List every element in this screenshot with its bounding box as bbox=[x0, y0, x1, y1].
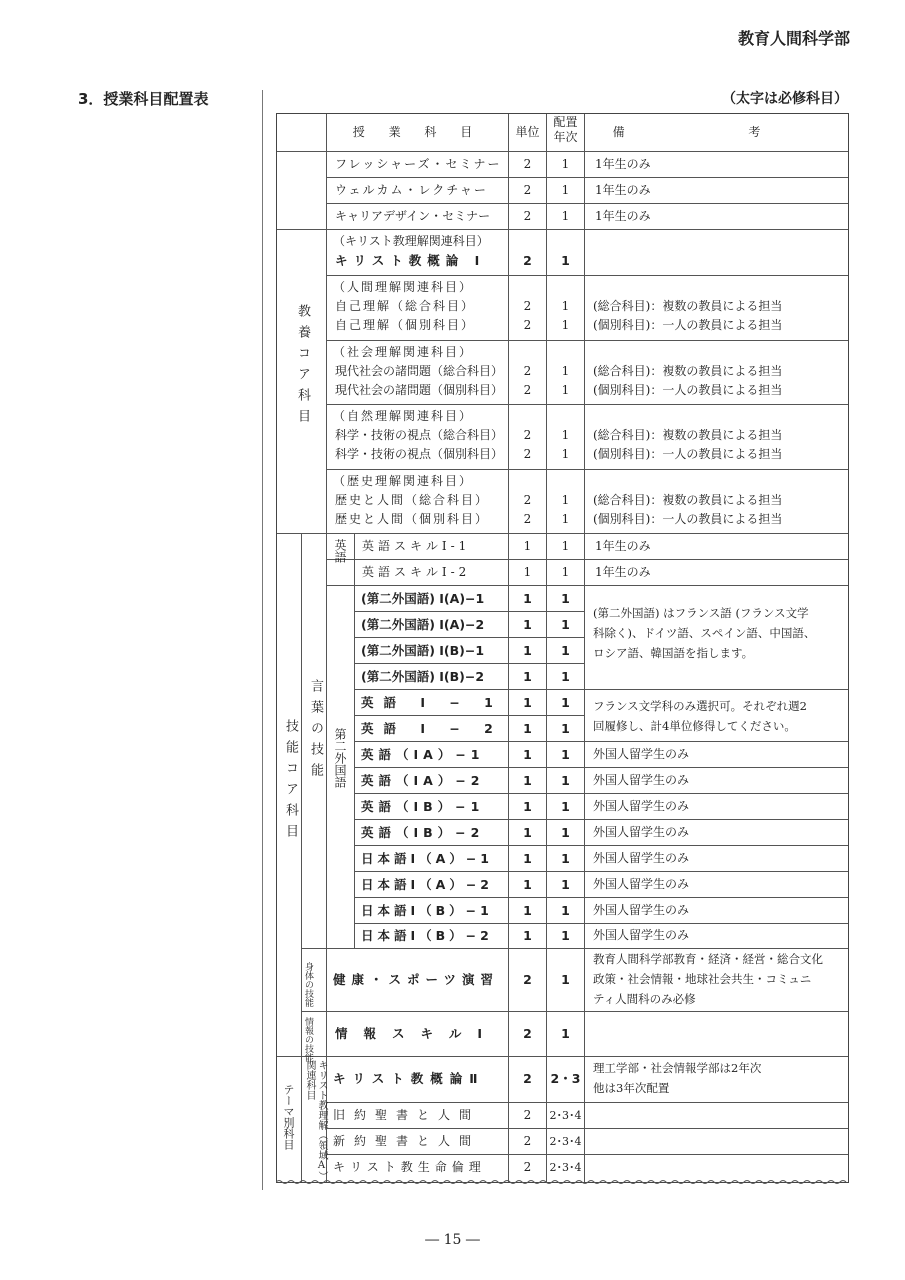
year: 1 bbox=[561, 695, 570, 710]
subject-nihongo: 日本語Ⅰ（B）−2 bbox=[361, 928, 493, 943]
subject-daini: (第二外国語) Ⅰ(A)−1 bbox=[361, 591, 485, 606]
credits: 1 bbox=[523, 928, 532, 943]
subject-daini: (第二外国語) Ⅰ(B)−1 bbox=[361, 643, 485, 658]
year: 1 bbox=[561, 747, 570, 762]
subject-sports: 健康・スポーツ演習 bbox=[333, 972, 500, 987]
year: 1 bbox=[561, 617, 570, 632]
subject-nihongo: 日本語Ⅰ（A）−1 bbox=[361, 851, 493, 866]
subject-eigo-1: 英語 Ⅰ − 1 bbox=[361, 695, 503, 710]
credits: 2 bbox=[523, 253, 532, 268]
credits: 1 bbox=[523, 617, 532, 632]
subject: 現代社会の諸問題（個別科目） bbox=[335, 383, 504, 397]
subject-freshers: フレッシャーズ・セミナー bbox=[335, 157, 502, 171]
subject-ryugakusei: 英語（ⅠB）−2 bbox=[361, 825, 485, 840]
credits: 1 bbox=[523, 721, 532, 736]
year: 1 bbox=[561, 591, 570, 606]
subject-seimei-rinri: キリスト教生命倫理 bbox=[333, 1160, 486, 1174]
credits: 2 bbox=[523, 1026, 532, 1041]
year: 1 bbox=[561, 773, 570, 788]
year: 1 bbox=[561, 209, 570, 223]
remarks: (総合科目)：複数の教員による担当 bbox=[593, 364, 783, 378]
category-label: （キリスト教理解関連科目） bbox=[333, 234, 489, 248]
year: 1 bbox=[561, 972, 570, 987]
credits: 2 bbox=[523, 209, 532, 223]
remarks: 1年生のみ bbox=[595, 183, 651, 197]
subject: 科学・技術の視点（総合科目） bbox=[335, 428, 504, 442]
category-label: （自然理解関連科目） bbox=[333, 409, 474, 423]
year: 2･3･4 bbox=[549, 1109, 582, 1122]
year: 1 bbox=[561, 825, 570, 840]
credits: 2 bbox=[523, 364, 532, 378]
year: 2・3 bbox=[550, 1071, 581, 1086]
remarks-french: 回履修し、計4単位修得してください。 bbox=[593, 719, 796, 733]
remarks: 1年生のみ bbox=[595, 565, 651, 579]
subject-career: キャリアデザイン・セミナー bbox=[335, 209, 491, 223]
year: 1 bbox=[561, 799, 570, 814]
subject: 科学・技術の視点（個別科目） bbox=[335, 447, 504, 461]
group-kyoyo-core: 教養コア科目 bbox=[295, 304, 310, 430]
credits: 1 bbox=[523, 565, 532, 579]
year: 1 bbox=[561, 721, 570, 736]
credits: 1 bbox=[523, 903, 532, 918]
section-title: 3．授業科目配置表 bbox=[78, 90, 209, 108]
subject: 歴史と人間（個別科目） bbox=[335, 512, 490, 526]
subject-kirisuto-2: キリスト教概論Ⅱ bbox=[333, 1071, 485, 1086]
table-continuation-mark bbox=[276, 1179, 849, 1185]
remarks-daini: 科除く)、ドイツ語、スペイン語、中国語、 bbox=[593, 626, 816, 640]
remarks: 外国人留学生のみ bbox=[593, 747, 690, 761]
year: 1 bbox=[561, 643, 570, 658]
remarks: 外国人留学生のみ bbox=[593, 851, 690, 865]
subject-ryugakusei: 英語（ⅠA）−2 bbox=[361, 773, 485, 788]
year: 1 bbox=[561, 903, 570, 918]
credits: 1 bbox=[523, 825, 532, 840]
credits: 2 bbox=[523, 299, 532, 313]
remarks: 外国人留学生のみ bbox=[593, 825, 690, 839]
year: 1 bbox=[561, 364, 570, 378]
credits: 1 bbox=[523, 773, 532, 788]
group-eigo: 英語 bbox=[333, 539, 347, 563]
subject-eigo-skill: 英語スキルⅠ-1 bbox=[362, 539, 471, 553]
year: 1 bbox=[561, 851, 570, 866]
year: 1 bbox=[561, 565, 570, 579]
year: 1 bbox=[561, 299, 570, 313]
remarks: 理工学部・社会情報学部は2年次 bbox=[593, 1061, 762, 1075]
category-label: （社会理解関連科目） bbox=[333, 345, 474, 359]
remarks: 外国人留学生のみ bbox=[593, 903, 690, 917]
year: 1 bbox=[561, 157, 570, 171]
year: 1 bbox=[561, 383, 570, 397]
credits: 2 bbox=[523, 318, 532, 332]
group-daini: 第二外国語 bbox=[333, 728, 347, 788]
remarks: 外国人留学生のみ bbox=[593, 877, 690, 891]
year: 1 bbox=[561, 1026, 570, 1041]
subject-ryugakusei: 英語（ⅠA）−1 bbox=[361, 747, 485, 762]
credits: 2 bbox=[523, 447, 532, 461]
remarks: 外国人留学生のみ bbox=[593, 928, 690, 942]
remarks: (総合科目)：複数の教員による担当 bbox=[593, 299, 783, 313]
remarks-french: フランス文学科のみ選択可。それぞれ週2 bbox=[593, 699, 807, 713]
subject-eigo-2: 英語 Ⅰ − 2 bbox=[361, 721, 503, 736]
course-table bbox=[276, 113, 849, 1183]
credits: 1 bbox=[523, 591, 532, 606]
remarks: 1年生のみ bbox=[595, 539, 651, 553]
credits: 1 bbox=[523, 851, 532, 866]
category-label: （歴史理解関連科目） bbox=[333, 474, 474, 488]
year: 1 bbox=[561, 669, 570, 684]
credits: 2 bbox=[523, 1134, 532, 1148]
faculty-name: 教育人間科学部 bbox=[737, 29, 850, 48]
subject-ryugakusei: 英語（ⅠB）−1 bbox=[361, 799, 485, 814]
remarks-sports: 教育人間科学部教育・経済・経営・総合文化 bbox=[593, 952, 823, 966]
credits: 2 bbox=[523, 183, 532, 197]
credits: 2 bbox=[523, 1160, 532, 1174]
subject-shinyaku: 新約聖書と人間 bbox=[333, 1134, 481, 1148]
credits: 1 bbox=[523, 669, 532, 684]
credits: 2 bbox=[523, 972, 532, 987]
subject-nihongo: 日本語Ⅰ（B）−1 bbox=[361, 903, 493, 918]
year: 1 bbox=[561, 877, 570, 892]
subject-required: キリスト教概論 I bbox=[335, 253, 486, 268]
subject-daini: (第二外国語) Ⅰ(A)−2 bbox=[361, 617, 485, 632]
subject: 歴史と人間（総合科目） bbox=[335, 493, 490, 507]
header-subject: 授 業 科 目 bbox=[352, 125, 483, 139]
remarks: (個別科目)：一人の教員による担当 bbox=[593, 447, 783, 461]
year: 1 bbox=[561, 512, 570, 526]
remarks: 他は3年次配置 bbox=[593, 1081, 670, 1095]
credits: 1 bbox=[523, 799, 532, 814]
remarks-daini: (第二外国語) はフランス語 (フランス文学 bbox=[593, 606, 809, 620]
credits: 2 bbox=[523, 512, 532, 526]
header-year: 配置 年次 bbox=[553, 115, 578, 144]
group-theme: テーマ別科目 bbox=[282, 1084, 295, 1150]
header-credits: 単位 bbox=[515, 125, 540, 139]
year: 1 bbox=[561, 539, 570, 553]
subject: 自己理解（個別科目） bbox=[335, 318, 476, 332]
credits: 2 bbox=[523, 1071, 532, 1086]
subject-kyuyaku: 旧約聖書と人間 bbox=[333, 1108, 481, 1122]
credits: 2 bbox=[523, 1108, 532, 1122]
subject-nihongo: 日本語Ⅰ（A）−2 bbox=[361, 877, 493, 892]
subject-eigo-skill: 英語スキルⅠ-2 bbox=[362, 565, 471, 579]
credits: 2 bbox=[523, 157, 532, 171]
subject: 現代社会の諸問題（総合科目） bbox=[335, 364, 504, 378]
group-shintai: 身体の技能 bbox=[303, 962, 313, 1007]
remarks-sports: 政策・社会情報・地球社会共生・コミュニ bbox=[593, 972, 812, 986]
page-number: ― 15 ― bbox=[425, 1232, 480, 1248]
year: 1 bbox=[561, 928, 570, 943]
remarks: (個別科目)：一人の教員による担当 bbox=[593, 383, 783, 397]
year: 2･3･4 bbox=[549, 1135, 582, 1148]
remarks-sports: ティ人間科のみ必修 bbox=[593, 992, 696, 1006]
remarks: 外国人留学生のみ bbox=[593, 773, 690, 787]
remarks: 1年生のみ bbox=[595, 209, 651, 223]
year: 1 bbox=[561, 253, 570, 268]
credits: 1 bbox=[523, 695, 532, 710]
margin-rule bbox=[262, 90, 263, 1190]
group-gino-core: 技能コア科目 bbox=[283, 719, 298, 845]
remarks: (総合科目)：複数の教員による担当 bbox=[593, 493, 783, 507]
year: 1 bbox=[561, 318, 570, 332]
remarks: (個別科目)：一人の教員による担当 bbox=[593, 318, 783, 332]
subject-daini: (第二外国語) Ⅰ(B)−2 bbox=[361, 669, 485, 684]
subject-welcome: ウェルカム・レクチャー bbox=[335, 183, 488, 197]
year: 1 bbox=[561, 428, 570, 442]
group-kirisuto-kanren: キリスト教理解（領域A）関連科目 bbox=[304, 1060, 327, 1176]
subject-joho-skill: 情報スキルⅠ bbox=[335, 1026, 499, 1041]
credits: 1 bbox=[523, 747, 532, 762]
subject: 自己理解（総合科目） bbox=[335, 299, 476, 313]
group-kotoba: 言葉の技能 bbox=[308, 679, 323, 784]
credits: 2 bbox=[523, 493, 532, 507]
group-joho: 情報の技能 bbox=[303, 1017, 313, 1062]
remarks: (個別科目)：一人の教員による担当 bbox=[593, 512, 783, 526]
category-label: （人間理解関連科目） bbox=[333, 280, 474, 294]
credits: 1 bbox=[523, 643, 532, 658]
remarks: (総合科目)：複数の教員による担当 bbox=[593, 428, 783, 442]
credits: 1 bbox=[523, 877, 532, 892]
credits: 2 bbox=[523, 383, 532, 397]
bold-note: （太字は必修科目） bbox=[722, 91, 848, 107]
remarks: 1年生のみ bbox=[595, 157, 651, 171]
year: 2･3･4 bbox=[549, 1161, 582, 1174]
year: 1 bbox=[561, 493, 570, 507]
credits: 1 bbox=[523, 539, 532, 553]
remarks-daini: ロシア語、韓国語を指します。 bbox=[593, 646, 754, 660]
year: 1 bbox=[561, 183, 570, 197]
header-remarks: 備 考 bbox=[612, 125, 821, 139]
credits: 2 bbox=[523, 428, 532, 442]
year: 1 bbox=[561, 447, 570, 461]
remarks: 外国人留学生のみ bbox=[593, 799, 690, 813]
